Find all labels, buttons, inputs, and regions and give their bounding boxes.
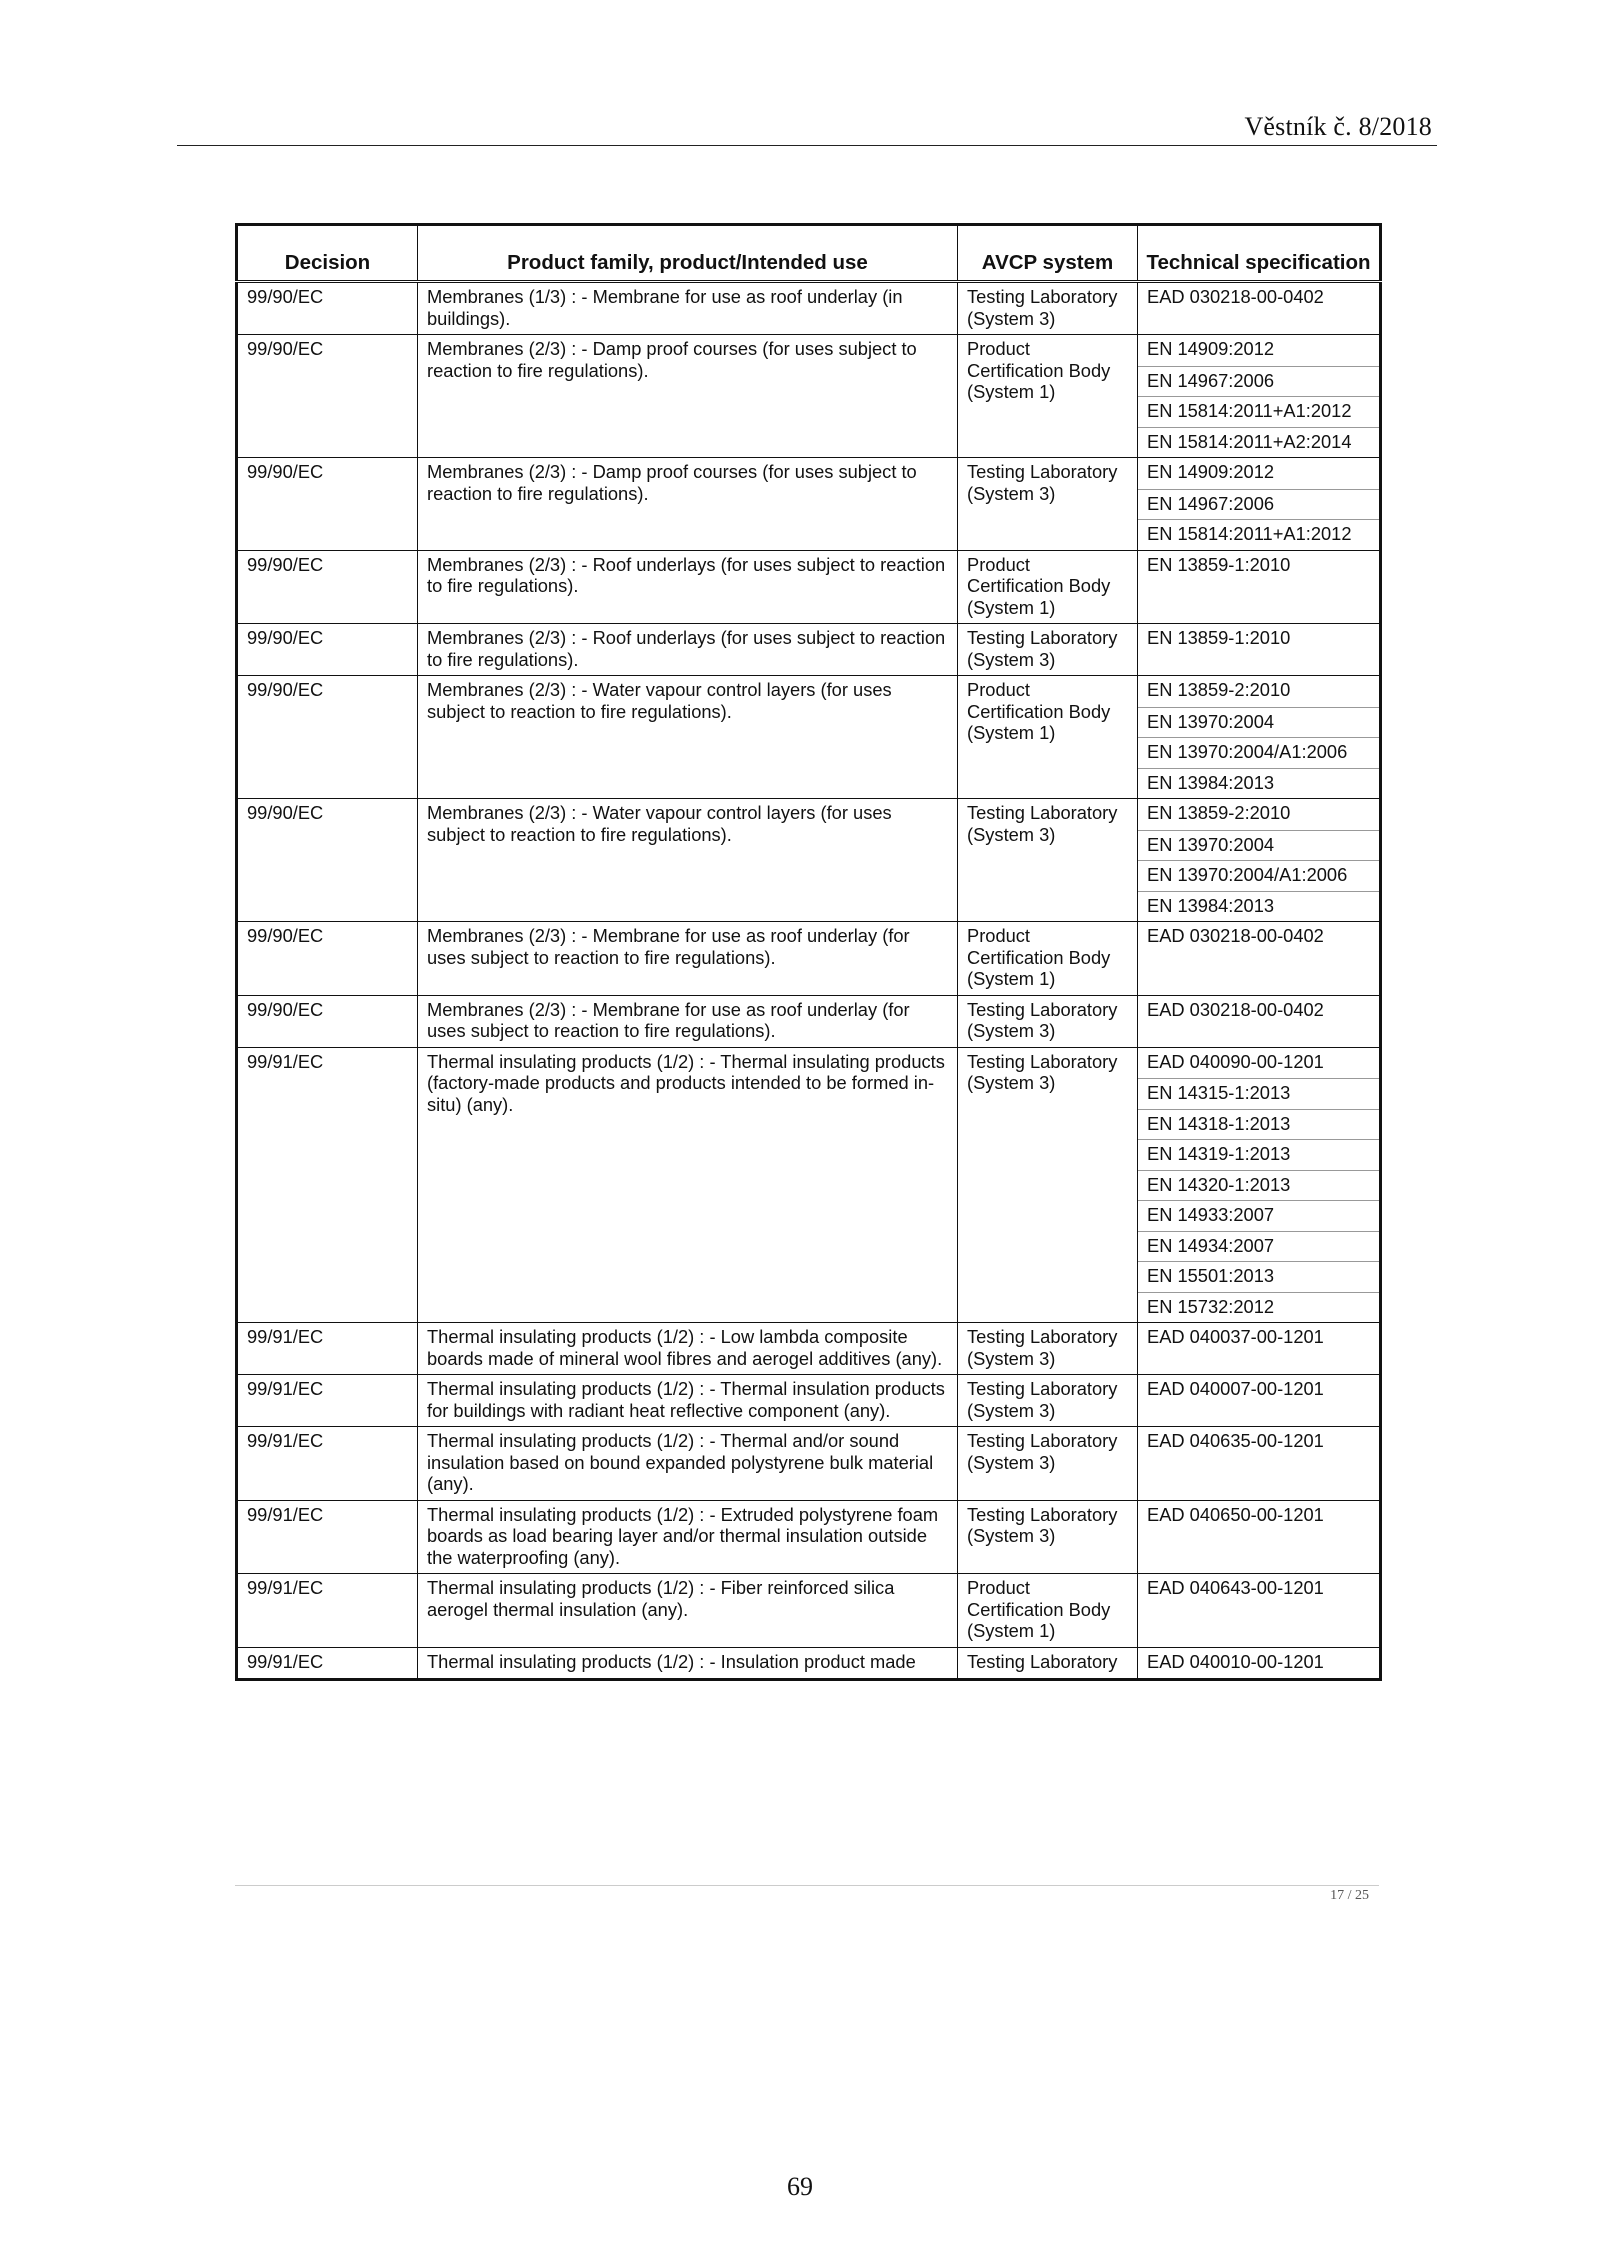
product-cell: Thermal insulating products (1/2) : - Thermal and/or sound insulation based on bound expanded polystyrene bulk material (any). [418,1427,958,1501]
table-row [237,1500,1381,1574]
column-header-avcp: AVCP system [958,225,1138,282]
product-cell: Thermal insulating products (1/2) : - Thermal insulating products (factory-made products and products intended to be formed in-situ) (any). [418,1047,958,1323]
product-cell: Membranes (2/3) : - Membrane for use as roof underlay (for uses subject to reaction to fire regulations). [418,922,958,996]
specification-cell [1138,1647,1381,1680]
avcp-cell: Product Certification Body (System 1) [958,922,1138,996]
avcp-cell: Testing Laboratory (System 3) [958,458,1138,551]
specification-item: EN 15814:2011+A2:2014 [1138,427,1379,458]
specification-item: EAD 040635-00-1201 [1147,1430,1324,1451]
specification-cell [1138,1574,1381,1648]
product-cell: Membranes (2/3) : - Membrane for use as roof underlay (for uses subject to reaction to fire regulations). [418,995,958,1047]
specification-item: EN 13859-2:2010 [1147,679,1291,700]
column-header-decision: Decision [237,225,418,282]
specification-cell [1138,799,1381,922]
decision-cell: 99/90/EC [237,282,418,335]
specification-item: EN 13859-2:2010 [1147,802,1291,823]
specification-item: EN 14909:2012 [1147,461,1275,482]
specification-item: EN 13970:2004/A1:2006 [1138,860,1379,891]
bulletin-title: Věstník č. 8/2018 [1244,112,1432,141]
specification-item: EAD 040650-00-1201 [1147,1503,1324,1525]
table-body [237,282,1381,1680]
decision-cell: 99/91/EC [237,1047,418,1323]
specification-cell [1138,550,1381,624]
specification-item: EN 13970:2004/A1:2006 [1138,737,1379,768]
decision-cell: 99/90/EC [237,799,418,922]
avcp-cell: Testing Laboratory [958,1647,1138,1680]
avcp-cell: Testing Laboratory (System 3) [958,1323,1138,1375]
decision-cell: 99/91/EC [237,1375,418,1427]
specification-item: EAD 040010-00-1201 [1147,1650,1324,1672]
decision-cell: 99/91/EC [237,1427,418,1501]
specification-item: EN 14319-1:2013 [1138,1139,1379,1170]
specification-item: EAD 040037-00-1201 [1147,1326,1324,1347]
specification-cell [1138,1500,1381,1574]
table-row [237,676,1381,799]
specification-item: EN 15732:2012 [1138,1292,1379,1323]
product-cell: Membranes (2/3) : - Roof underlays (for uses subject to reaction to fire regulations). [418,550,958,624]
product-cell: Membranes (2/3) : - Damp proof courses (for uses subject to reaction to fire regulations). [418,335,958,458]
avcp-cell: Product Certification Body (System 1) [958,676,1138,799]
table-header-row [237,225,1381,282]
specification-item: EN 13984:2013 [1138,891,1379,922]
specification-cell [1138,458,1381,551]
table-row [237,550,1381,624]
specification-table [235,223,1382,1681]
product-cell: Membranes (2/3) : - Water vapour control layers (for uses subject to reaction to fire regulations). [418,799,958,922]
avcp-cell: Product Certification Body (System 1) [958,550,1138,624]
specification-item: EN 13970:2004 [1138,830,1379,861]
specification-item: EN 14320-1:2013 [1138,1170,1379,1201]
decision-cell: 99/90/EC [237,550,418,624]
product-cell: Thermal insulating products (1/2) : - Low lambda composite boards made of mineral wool fibres and aerogel additives (any). [418,1323,958,1375]
avcp-cell: Testing Laboratory (System 3) [958,1500,1138,1574]
specification-item: EAD 040643-00-1201 [1147,1577,1324,1598]
page-counter: 17 / 25 [1330,1888,1369,1903]
specification-item: EN 13859-1:2010 [1147,627,1291,648]
table-row [237,995,1381,1047]
table-row [237,1574,1381,1648]
avcp-cell: Product Certification Body (System 1) [958,335,1138,458]
column-header-specification: Technical specification [1138,225,1381,282]
avcp-cell: Testing Laboratory (System 3) [958,799,1138,922]
specification-item: EAD 030218-00-0402 [1147,925,1324,946]
specification-item: EN 14934:2007 [1138,1231,1379,1262]
avcp-cell: Testing Laboratory (System 3) [958,282,1138,335]
specification-item: EN 14909:2012 [1147,338,1275,359]
table-row [237,335,1381,458]
decision-cell: 99/91/EC [237,1323,418,1375]
avcp-cell: Product Certification Body (System 1) [958,1574,1138,1648]
column-header-product: Product family, product/Intended use [418,225,958,282]
specification-item: EN 14967:2006 [1138,489,1379,520]
specification-cell [1138,1427,1381,1501]
specification-item: EN 15814:2011+A1:2012 [1138,396,1379,427]
table-row [237,799,1381,922]
specification-item: EAD 030218-00-0402 [1147,998,1324,1020]
avcp-cell: Testing Laboratory (System 3) [958,995,1138,1047]
avcp-cell: Testing Laboratory (System 3) [958,624,1138,676]
specification-item: EN 13970:2004 [1138,707,1379,738]
avcp-cell: Testing Laboratory (System 3) [958,1047,1138,1323]
decision-cell: 99/91/EC [237,1574,418,1648]
specification-cell [1138,624,1381,676]
product-cell: Thermal insulating products (1/2) : - Fiber reinforced silica aerogel thermal insulation (any). [418,1574,958,1648]
avcp-cell: Testing Laboratory (System 3) [958,1375,1138,1427]
specification-cell [1138,995,1381,1047]
specification-item: EN 13859-1:2010 [1147,553,1291,575]
specification-item: EAD 040090-00-1201 [1147,1050,1324,1072]
table-row [237,1323,1381,1375]
table-row [237,624,1381,676]
decision-cell: 99/90/EC [237,458,418,551]
specification-cell [1138,335,1381,458]
specification-item: EN 13984:2013 [1138,768,1379,799]
specification-item: EN 15501:2013 [1138,1261,1379,1292]
specification-item: EN 14318-1:2013 [1138,1109,1379,1140]
table-row [237,1047,1381,1323]
specification-item: EN 14315-1:2013 [1138,1078,1379,1109]
footer-rule [235,1885,1379,1886]
table-row [237,1375,1381,1427]
table-row [237,922,1381,996]
specification-cell [1138,922,1381,996]
table-row [237,1427,1381,1501]
decision-cell: 99/90/EC [237,995,418,1047]
product-cell: Membranes (2/3) : - Roof underlays (for uses subject to reaction to fire regulations). [418,624,958,676]
specification-cell [1138,1047,1381,1323]
decision-cell: 99/90/EC [237,624,418,676]
product-cell: Thermal insulating products (1/2) : - Insulation product made [418,1647,958,1680]
specification-cell [1138,1375,1381,1427]
avcp-cell: Testing Laboratory (System 3) [958,1427,1138,1501]
decision-cell: 99/91/EC [237,1647,418,1680]
specification-item: EAD 030218-00-0402 [1147,286,1324,307]
specification-cell [1138,676,1381,799]
product-cell: Membranes (2/3) : - Water vapour control layers (for uses subject to reaction to fire regulations). [418,676,958,799]
specification-item: EN 15814:2011+A1:2012 [1138,519,1379,550]
table-row [237,458,1381,551]
specification-item: EN 14967:2006 [1138,366,1379,397]
table-row [237,282,1381,335]
product-cell: Membranes (1/3) : - Membrane for use as roof underlay (in buildings). [418,282,958,335]
table-row [237,1647,1381,1680]
specification-item: EN 14933:2007 [1138,1200,1379,1231]
decision-cell: 99/90/EC [237,335,418,458]
specification-item: EAD 040007-00-1201 [1147,1378,1324,1399]
header-rule [177,145,1437,146]
product-cell: Membranes (2/3) : - Damp proof courses (for uses subject to reaction to fire regulations). [418,458,958,551]
specification-cell [1138,1323,1381,1375]
decision-cell: 99/90/EC [237,676,418,799]
decision-cell: 99/90/EC [237,922,418,996]
decision-cell: 99/91/EC [237,1500,418,1574]
product-cell: Thermal insulating products (1/2) : - Thermal insulation products for buildings with radiant heat reflective component (any). [418,1375,958,1427]
product-cell: Thermal insulating products (1/2) : - Extruded polystyrene foam boards as load bearing layer and/or thermal insulation outside the waterproofing (any). [418,1500,958,1574]
page-number: 69 [787,2172,813,2201]
specification-cell [1138,282,1381,335]
